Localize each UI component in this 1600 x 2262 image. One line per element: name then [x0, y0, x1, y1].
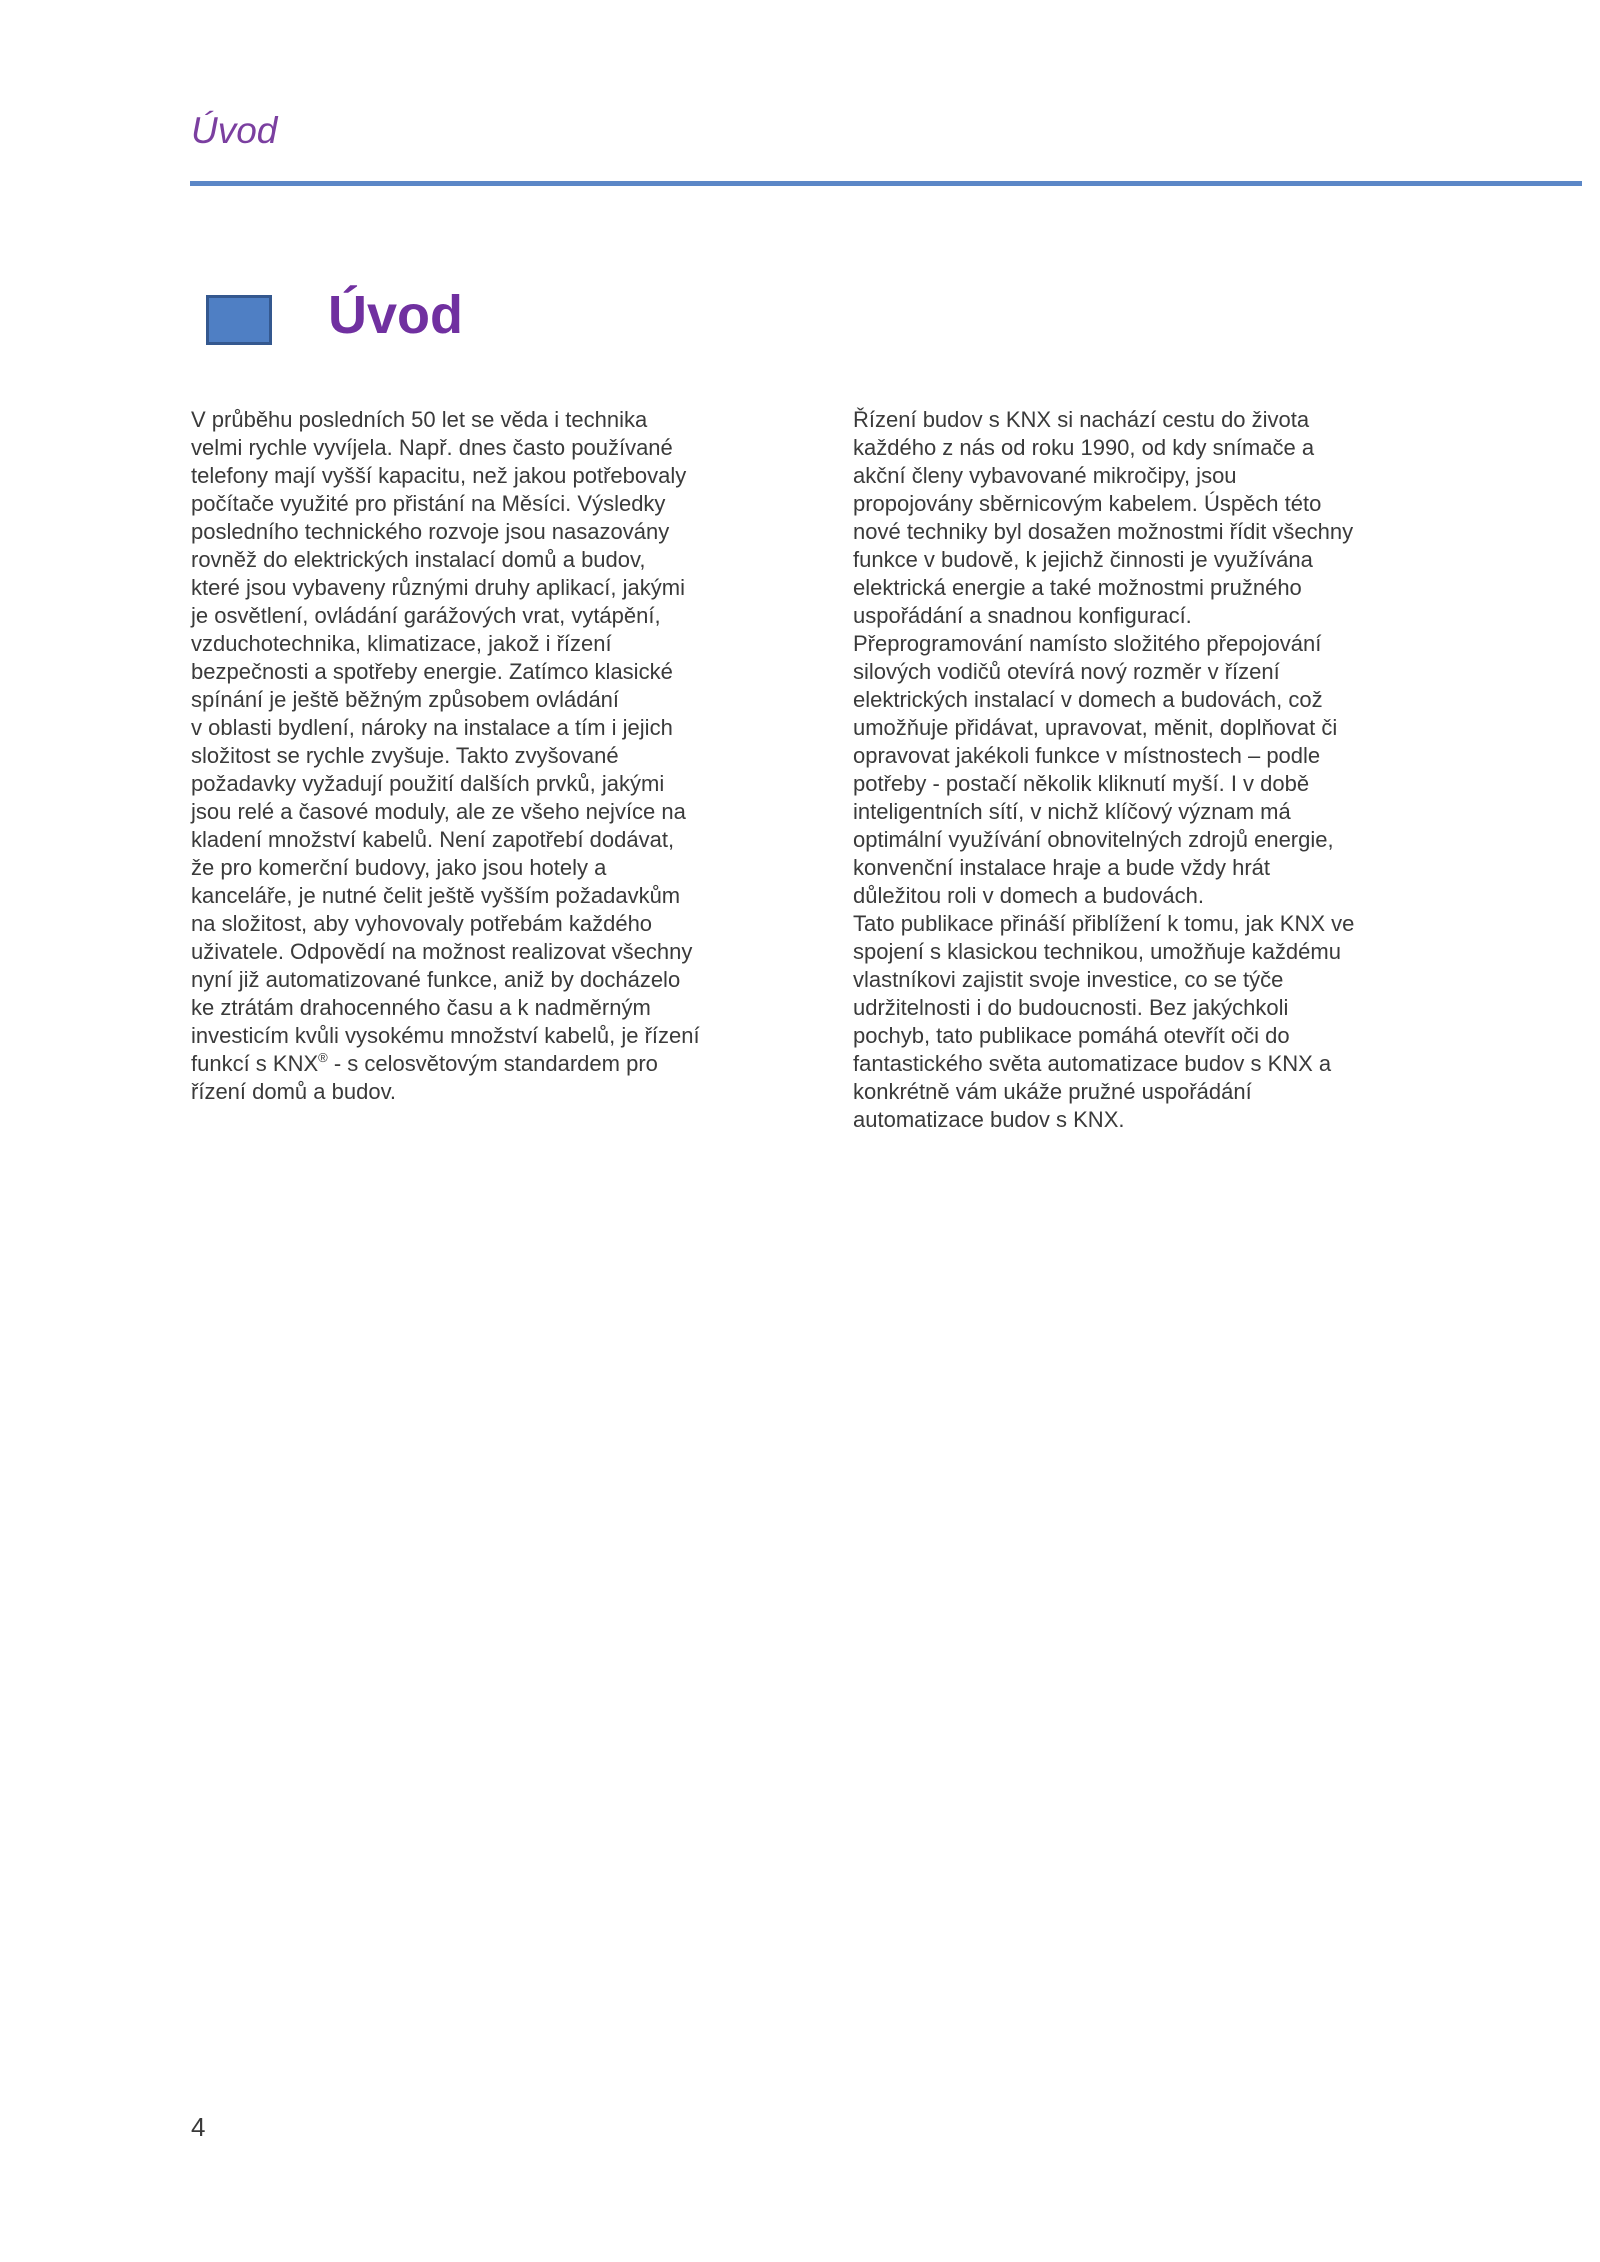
running-header-title: Úvod [191, 110, 278, 151]
page-number: 4 [191, 2112, 206, 2142]
registered-trademark-mark: ® [318, 1050, 328, 1065]
blue-square-icon [206, 295, 272, 345]
right-text-column [853, 406, 1423, 1134]
header-divider [190, 181, 1582, 186]
right-column-paragraph-3: Tato publikace přináší přiblížení k tomu, jak KNX ve spojení s klasickou technikou, umožňuje každému vlastníkovi zajistit svoje investice, co se týče udržitelnosti i do budoucnosti. Bez jakýchkoli pochyb, tato publikace pomáhá otevřít oči do fantastického světa automatizace budov s KNX a konkrétně vám ukáže pružné uspořádání automatizace budov s KNX. [853, 911, 1355, 1132]
left-text-column [191, 406, 761, 1106]
section-title: Úvod [328, 285, 463, 345]
left-column-text-part1: V průběhu posledních 50 let se věda i technika velmi rychle vyvíjela. Např. dnes často používané telefony mají vyšší kapacitu, než jakou potřebovaly počítače využité pro přistání na Měsíci. Výsledky posledního technického rozvoje jsou nasazovány rovněž do elektrických instalací domů a budov, které jsou vybaveny různými druhy aplikací, jakými je osvětlení, ovládání garážových vrat, vytápění, vzduchotechnika, klimatizace, jakož i řízení bezpečnosti a spotřeby energie. Zatímco klasické spínání je ještě běžným způsobem ovládání v oblasti bydlení, nároky na instalace a tím i jejich složitost se rychle zvyšuje. Takto zvyšované požadavky vyžadují použití dalších prvků, jakými jsou relé a časové moduly, ale ze všeho nejvíce na kladení množství kabelů. Není zapotřebí dodávat, že pro komerční budovy, jako jsou hotely a kanceláře, je nutné čelit ještě vyšším požadavkům na složitost, aby vyhovovaly potřebám každého uživatele. Odpovědí na možnost realizovat všechny nyní již automatizované funkce, aniž by docházelo ke ztrátám drahocenného času a k nadměrným investicím kvůli vysokému množství kabelů, je řízení funkcí s KNX [191, 407, 700, 1076]
right-column-paragraph-1: Řízení budov s KNX si nachází cestu do života každého z nás od roku 1990, od kdy snímače a akční členy vybavované mikročipy, jsou propojovány sběrnicovým kabelem. Úspěch této nové techniky byl dosažen možnostmi řídit všechny funkce v budově, k jejichž činnosti je využívána elektrická energie a také možnostmi pružného uspořádání a snadnou konfigurací. [853, 407, 1354, 628]
left-column-paragraph [191, 406, 761, 1106]
left-column-text-part2: - s celosvětovým standardem pro řízení domů a budov. [191, 1051, 658, 1104]
right-column-paragraph-2: Přeprogramování namísto složitého přepojování silových vodičů otevírá nový rozměr v řízení elektrických instalací v domech a budovách, což umožňuje přidávat, upravovat, měnit, doplňovat či opravovat jakékoli funkce v místnostech – podle potřeby - postačí několik kliknutí myší. I v době inteligentních sítí, v nichž klíčový význam má optimální využívání obnovitelných zdrojů energie, konvenční instalace hraje a bude vždy hrát důležitou roli v domech a budovách. [853, 631, 1338, 908]
